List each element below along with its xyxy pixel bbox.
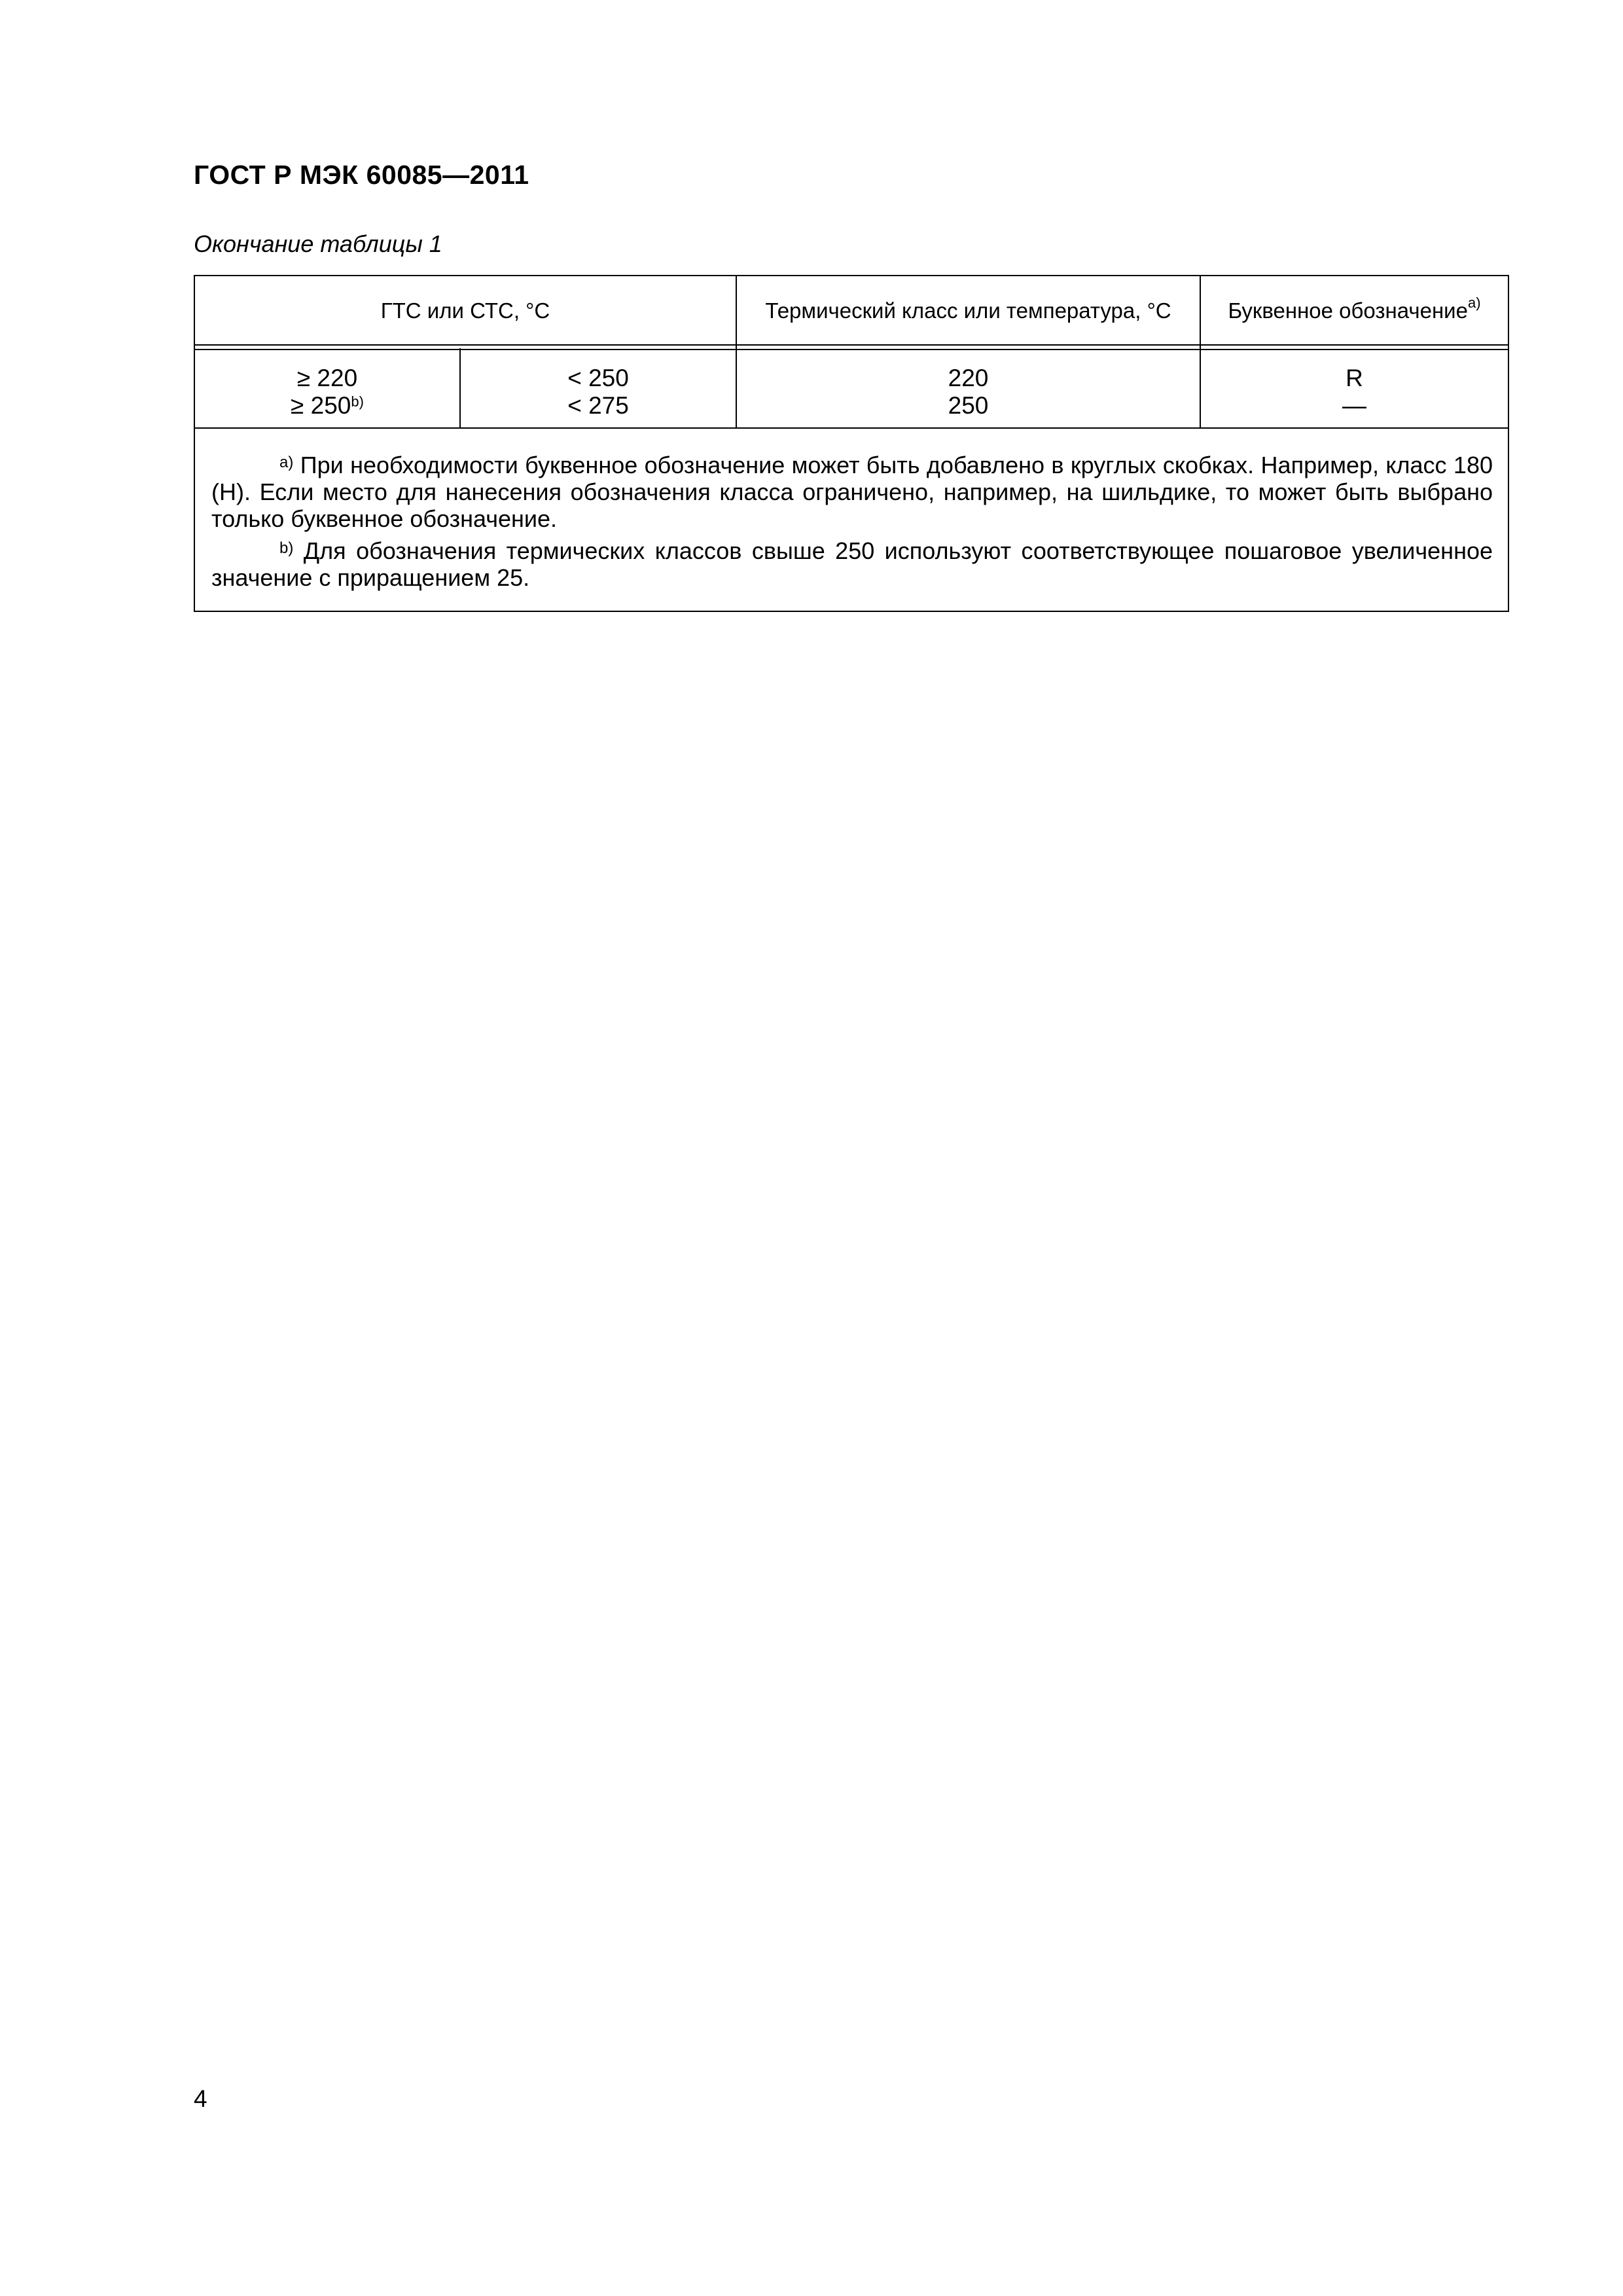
header-gts-sts: ГТС или СТС, °С [380,298,550,323]
header-thermal-class: Термический класс или температура, °С [765,298,1171,323]
footnote-b [211,537,1493,591]
footnote-a [211,452,1493,532]
footnote-b-marker: b) [279,539,294,557]
footnote-b-text: Для обозначения термических классов свыше 250 используют соответствующее пошаговое увеличенное значение с приращением 25. [211,537,1493,591]
cell-lower-bound [195,365,459,420]
header-divider [195,344,1508,346]
table-row-2-letter: — [1342,392,1366,419]
footnote-divider [195,427,1508,429]
document-header: ГОСТ Р МЭК 60085—2011 [194,160,529,190]
table-row-1-upper: < 250 [567,365,629,391]
cell-upper-bound [461,365,736,420]
footnote-a-marker: a) [279,454,294,471]
table-row-2-upper: < 275 [567,392,629,419]
header-divider [195,349,1508,350]
footnote-ref-b: b) [351,393,364,410]
table-caption: Окончание таблицы 1 [194,230,442,257]
cell-thermal-class [737,365,1200,420]
table-row-2-class: 250 [948,392,989,419]
table-row-1-lower: ≥ 220 [296,365,358,391]
table-row-2-lower: ≥ 250$^{b)}$ [291,392,364,419]
table-footnotes [211,452,1493,596]
cell-letter [1201,365,1508,420]
footnote-a-text: При необходимости буквенное обозначение может быть добавлено в круглых скобках. Например, класс 180 (H). Если место для нанесения обозначения класса ограничено, например, на шильдике, то может быть выбрано только буквенное обозначение. [211,452,1493,532]
header-letter-designation [1201,295,1508,323]
table-row-1-letter: R [1346,365,1363,391]
footnote-ref-a: a) [1467,295,1481,311]
page-number: 4 [194,2085,207,2112]
table-row-1-class: 220 [948,365,989,391]
header-letter-label: Буквенное обозначение [1228,298,1468,323]
